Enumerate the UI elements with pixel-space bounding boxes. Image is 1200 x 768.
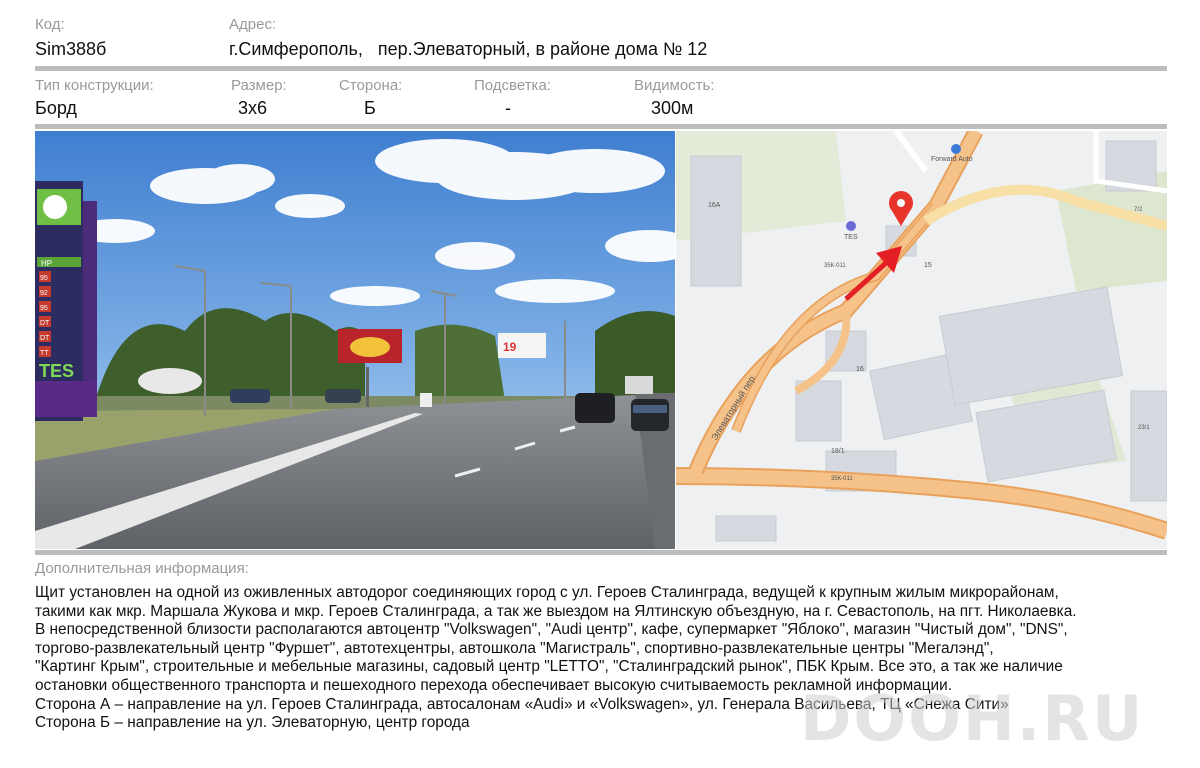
info-title: Дополнительная информация:	[35, 560, 249, 577]
fuel-grade-label: 95	[40, 275, 48, 282]
info-line: торгово-развлекательный центр "Фуршет", автотехцентры, автошкола "Магистраль", спортивно-развлекательные центры "Мегалэнд",	[35, 639, 994, 657]
station-brand-text: TES	[39, 361, 75, 381]
fuel-grade-label: TT	[40, 350, 49, 357]
type-label: Тип конструкции:	[35, 77, 154, 94]
visibility-label: Видимость:	[634, 77, 715, 94]
map-label-18: 18/1	[831, 448, 845, 455]
side-billboard-text: 19	[503, 340, 517, 354]
divider-specs	[35, 124, 1167, 129]
fuel-grade-label: DT	[40, 335, 50, 342]
map-label-15: 15	[924, 262, 932, 269]
info-line: такими как мкр. Маршала Жукова и мкр. Героев Сталинграда, а так же выездом на Ялтинскую объездную, на г. Севастополь, на пгт. Николаевка.	[35, 602, 1077, 620]
info-line: "Картинг Крым", строительные и мебельные магазины, садовый центр "LETTO", "Сталинградский рынок", ПБК Крым. Все это, а так же наличие	[35, 658, 1063, 676]
map-label-16: 16	[856, 366, 864, 373]
gas-station-icon	[846, 221, 856, 231]
map-label-23: 23/1	[1138, 425, 1150, 431]
info-line: остановки общественного транспорта и пешеходного перехода обеспечивает высокую считываемость рекламной информации.	[35, 676, 952, 694]
map-label-tes: TES	[844, 234, 858, 241]
divider-top	[35, 66, 1167, 71]
street-photo	[35, 131, 675, 549]
map-label-7: 7/2	[1134, 207, 1143, 213]
info-line: Сторона А – направление на ул. Героев Сталинграда, автосалонам «Audi» и «Volkswagen», ул. Генерала Васильева, ТЦ «Снежа Сити»	[35, 695, 1009, 713]
map-label-16a: 16А	[708, 202, 721, 209]
location-map	[676, 131, 1167, 549]
address-value: г.Симферополь, пер.Элеваторный, в районе дома № 12	[229, 39, 708, 59]
side-label: Сторона:	[339, 77, 403, 94]
visibility-value: 300м	[651, 98, 694, 118]
fuel-grade-label: 95	[40, 305, 48, 312]
address-label: Адрес:	[229, 16, 277, 33]
code-value: Sim388б	[35, 39, 107, 59]
fuel-brand-text: HP	[41, 259, 53, 268]
size-label: Размер:	[231, 77, 287, 94]
fuel-grade-label: 92	[40, 290, 48, 297]
light-value: -	[505, 98, 511, 118]
fuel-grade-label: DT	[40, 320, 50, 327]
gas-station-totem	[35, 181, 97, 421]
side-billboard	[498, 333, 546, 358]
info-line: Сторона Б – направление на ул. Элеваторную, центр города	[35, 714, 470, 732]
watermark-logo: DOOH.RU	[800, 682, 1145, 755]
map-label-road-bottom: 35К-011	[831, 476, 853, 482]
info-line: В непосредственной близости располагаются автоцентр "Volkswagen", "Audi центр", кафе, супермаркет "Яблоко", магазин "Чистый дом", "DNS",	[35, 621, 1068, 639]
divider-images	[35, 550, 1167, 555]
side-value: Б	[364, 98, 376, 118]
type-value: Борд	[35, 98, 77, 118]
size-value: 3х6	[238, 98, 268, 118]
info-line: Щит установлен на одной из оживленных автодорог соединяющих город с ул. Героев Сталинграда, ведущей к крупным жилым микрорайонам,	[35, 584, 1059, 601]
light-label: Подсветка:	[474, 77, 551, 94]
map-label-street: Элеваторный пер.	[709, 372, 759, 443]
map-label-forward-auto: Forward Auto	[931, 156, 973, 163]
code-label: Код:	[35, 16, 65, 33]
location-map-drawing	[676, 131, 1167, 549]
map-label-road-top: 35К-011	[824, 263, 846, 269]
street-photo-drawing	[35, 131, 675, 549]
car-service-icon	[951, 144, 961, 154]
